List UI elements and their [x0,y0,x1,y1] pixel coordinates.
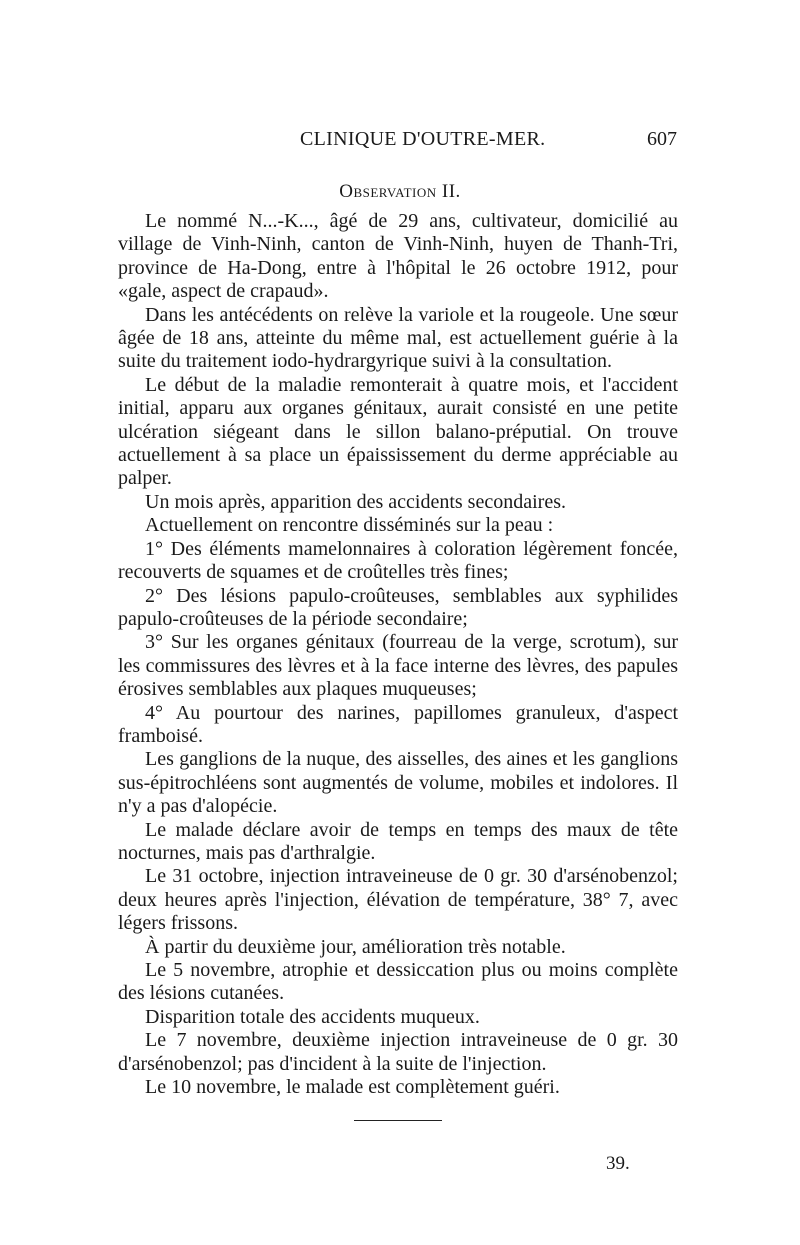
signature-mark: 39. [606,1153,630,1174]
paragraph: Un mois après, apparition des accidents secondaires. [145,490,566,513]
paragraph: Le 7 novembre, deuxième injection intraveineuse de 0 gr. 30 d'arsénobenzol; pas d'incident à la suite de l'injection. [118,1029,678,1075]
paragraph: Dans les antécédents on relève la variole et la rougeole. Une sœur âgée de 18 ans, atteinte du même mal, est actuellement guérie à la suite du traitement iodo-hydrargyrique suivi à la consultation. [118,303,678,373]
paragraph: Disparition totale des accidents muqueux. [145,1005,480,1028]
paragraph: Le 31 octobre, injection intraveineuse de 0 gr. 30 d'arsénobenzol; deux heures après l'injection, élévation de température, 38° 7, avec légers frissons. [118,865,678,935]
paragraph: Le nommé N...-K..., âgé de 29 ans, cultivateur, domicilié au village de Vinh-Ninh, canton de Vinh-Ninh, huyen de Thanh-Tri, province de Ha-Dong, entre à l'hôpital le 26 octobre 1912, pour «gale, aspect de crapaud». [118,210,678,303]
paragraph: 3° Sur les organes génitaux (fourreau de la verge, scrotum), sur les commissures des lèvres et à la face interne des lèvres, des papules érosives semblables aux plaques muqueuses; [118,631,678,701]
running-title: CLINIQUE D'OUTRE-MER. [300,128,546,150]
page-number: 607 [647,128,677,150]
paragraph: Le 10 novembre, le malade est complètement guéri. [145,1076,560,1099]
body-text [118,210,678,1099]
paragraph: 4° Au pourtour des narines, papillomes granuleux, d'aspect framboisé. [118,701,678,747]
paragraph: À partir du deuxième jour, amélioration très notable. [145,935,566,958]
observation-title: Observation II. [339,181,461,202]
page-header [0,128,800,158]
paragraph: Le début de la maladie remonterait à quatre mois, et l'accident initial, apparu aux organes génitaux, aurait consisté en une petite ulcération siégeant dans le sillon balano-préputial. On trouve actuellement à sa place un épaississement du derme appréciable au palper. [118,373,678,490]
paragraph: 1° Des éléments mamelonnaires à coloration légèrement foncée, recouverts de squames et de croûtelles très fines; [118,537,678,584]
paragraph: Le malade déclare avoir de temps en temps des maux de tête nocturnes, mais pas d'arthralgie. [118,818,678,864]
paragraph: Actuellement on rencontre disséminés sur la peau : [145,514,554,537]
paragraph: 2° Des lésions papulo-croûteuses, semblables aux syphilides papulo-croûteuses de la période secondaire; [118,584,678,630]
paragraph: Les ganglions de la nuque, des aisselles, des aines et les ganglions sus-épitrochléens sont augmentés de volume, mobiles et indolores. Il n'y a pas d'alopécie. [118,748,678,818]
paragraph: Le 5 novembre, atrophie et dessiccation plus ou moins complète des lésions cutanées. [118,959,678,1005]
section-divider [354,1120,442,1121]
